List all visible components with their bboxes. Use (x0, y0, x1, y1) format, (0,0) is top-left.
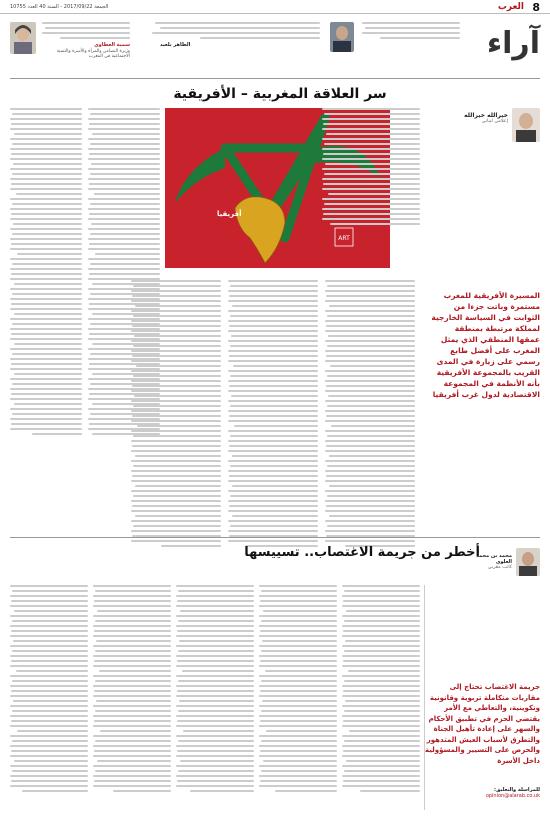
section-title: آراء (486, 26, 540, 61)
top-divider (10, 78, 540, 79)
article2-column (93, 585, 171, 795)
author-photo (10, 22, 36, 54)
article1-column-right (322, 108, 420, 228)
article2-body (10, 585, 420, 810)
article1-author-name: خيرالله خيرالله (464, 112, 508, 119)
mid-divider (10, 537, 540, 538)
article2-column (176, 585, 254, 795)
top-middle-author-name: الطاهر بلعيد (160, 42, 191, 48)
top-left-author-name: سمية العطاوي (94, 42, 130, 48)
article2-author-name: محمد بن محمد العلوي (476, 553, 512, 565)
article1-headline: سر العلاقة المغربية – الأفريقية (173, 86, 387, 102)
article2-column (259, 585, 337, 795)
illustration-label: أفريقيا (217, 210, 242, 218)
contact-label: للمراسلة والتعليق: (494, 787, 540, 793)
article2-byline (460, 548, 540, 578)
woman-portrait-icon (10, 22, 36, 54)
article1-pull-quote: المسيرة الأفريقية للمغرب مستمرة وباتت جزءا من الثوابت في السياسة الخارجية لمملكة مرتبطة بمنطقة عمقها المنطقي الذي يمثل المغرب على أفضل طابع رسمي على زيارة في المدى القريب بالمجموعة الأفريقية بأنه الأنظمة في المجموعة الاقتصادية لدول غرب أفريقيا (431, 291, 540, 399)
article1-column (88, 108, 160, 438)
top-teaser-right (330, 22, 460, 42)
man-portrait-icon (516, 548, 540, 576)
article1-column (10, 108, 82, 438)
article2-author-role: كاتب مغربي (487, 565, 512, 570)
date-line: الجمعة 2017/09/22 - السنة 40 العدد 10755 (10, 4, 109, 10)
column-rule (424, 585, 425, 810)
man-portrait-icon (512, 108, 540, 142)
article2-pull-quote: جريمة الاغتصاب تحتاج إلى مقاربات متكاملة تربوية وقانونية وتكوينية، والتعاطي مع الأمر يقتضي الحزم في تطبيق الأحكام والسهر على إعادة تأهيل الجناة والتطرق لأسباب العيش المتدهور والحرص على التسيير والمسؤولية داخل الأسرة (425, 683, 540, 765)
article1-author-role: إعلامي لبناني (481, 119, 508, 124)
contact-email[interactable]: opinion@alarab.co.uk (485, 793, 540, 799)
top-left-author-role: وزيرة التضامن والمرأة والأسرة والتنمية الاجتماعية في المغرب (56, 48, 130, 59)
svg-text:ART: ART (338, 235, 350, 242)
paper-name: العرب (497, 2, 524, 12)
article1-column (228, 280, 318, 550)
article2-headline: أخطر من جريمة الاغتصاب.. تسييسها (244, 545, 480, 560)
article2-column (342, 585, 420, 795)
author-photo (512, 108, 540, 142)
page-number: 8 (532, 1, 540, 14)
top-teaser-left (10, 22, 130, 60)
author-photo (330, 22, 354, 52)
author-photo (516, 548, 540, 576)
article2-contact (422, 787, 540, 799)
article1-column (325, 280, 415, 550)
man-portrait-icon (330, 22, 354, 52)
top-teaser-middle (150, 22, 320, 49)
masthead (0, 0, 550, 14)
article2-column (10, 585, 88, 795)
